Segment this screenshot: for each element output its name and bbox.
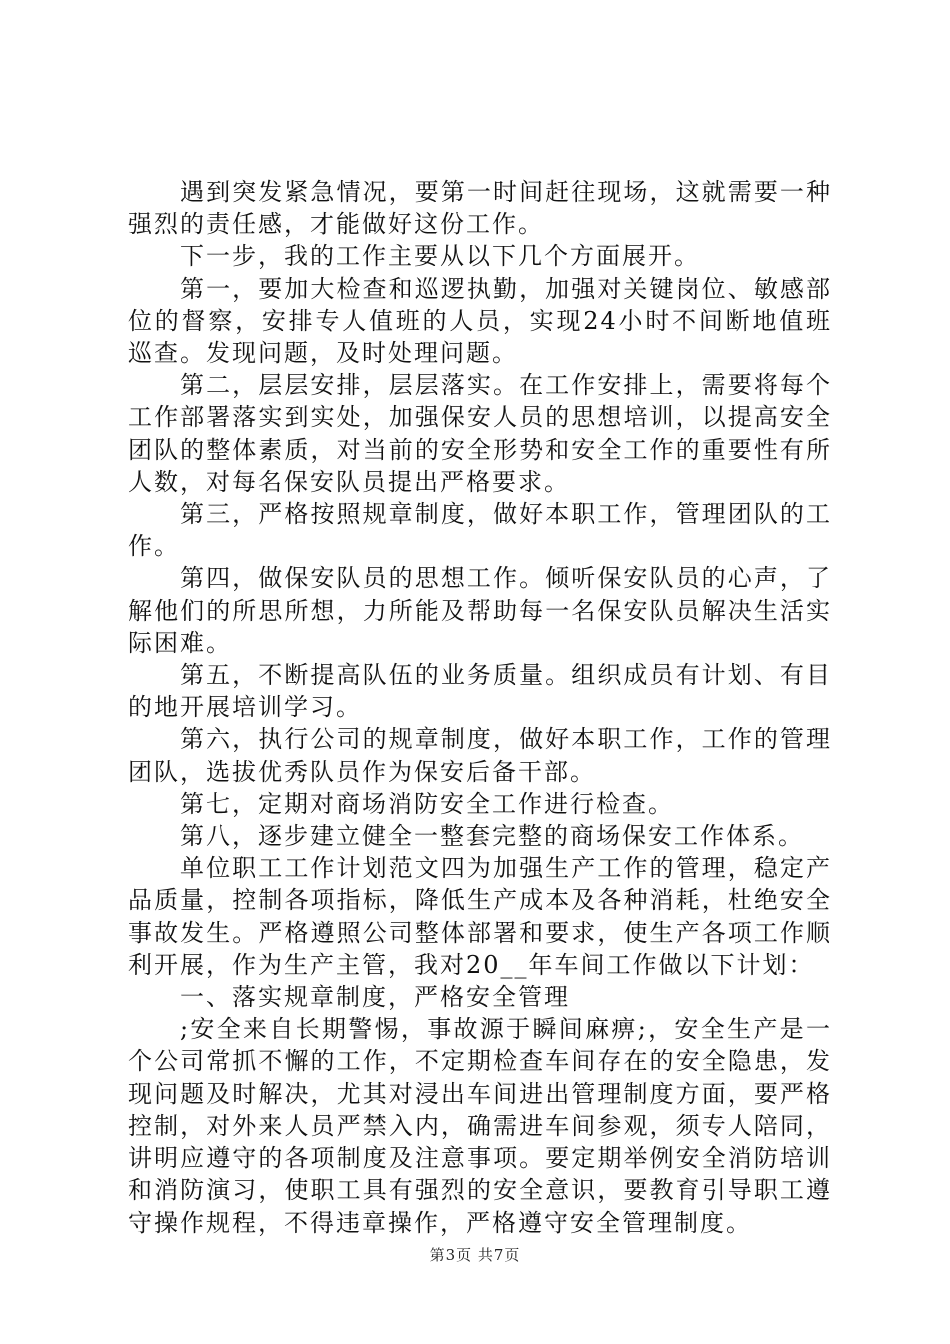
paragraph: 第五，不断提高队伍的业务质量。组织成员有计划、有目的地开展培训学习。 — [128, 661, 832, 722]
paragraph: 第六，执行公司的规章制度，做好本职工作，工作的管理团队，选拔优秀队员作为保安后备干部。 — [128, 725, 832, 786]
paragraph: 第八，逐步建立健全一整套完整的商场保安工作体系。 — [180, 822, 804, 851]
paragraph: 遇到突发紧急情况，要第一时间赶往现场，这就需要一种强烈的责任感，才能做好这份工作。 — [128, 178, 832, 239]
paragraph: 第四，做保安队员的思想工作。倾听保安队员的心声，了解他们的所思所想，力所能及帮助每一名保安队员解决生活实际困难。 — [128, 564, 832, 657]
paragraph: 第二，层层安排，层层落实。在工作安排上，需要将每个工作部署落实到实处，加强保安人员的思想培训，以提高安全团队的整体素质，对当前的安全形势和安全工作的重要性有所人数，对每名保安队员提出严格要求。 — [128, 371, 832, 496]
paragraph: 第一，要加大检查和巡逻执勤，加强对关键岗位、敏感部位的督察，安排专人值班的人员，实现24小时不间断地值班巡查。发现问题，及时处理问题。 — [128, 274, 832, 368]
paragraph: 下一步，我的工作主要从以下几个方面展开。 — [180, 242, 700, 271]
document-body — [128, 176, 832, 1239]
page-number-footer: 第3页 共7页 — [429, 1246, 521, 1264]
paragraph: 单位职工工作计划范文四为加强生产工作的管理，稳定产品质量，控制各项指标，降低生产成本及各种消耗，杜绝安全事故发生。严格遵照公司整体部署和要求，使生产各项工作顺利开展，作为生产主管，我对20__年车间工作做以下计划： — [128, 854, 832, 979]
paragraph: 第三，严格按照规章制度，做好本职工作，管理团队的工作。 — [128, 500, 832, 561]
paragraph: ;安全来自长期警惕，事故源于瞬间麻痹;，安全生产是一个公司常抓不懈的工作，不定期检查车间存在的安全隐患，发现问题及时解决，尤其对浸出车间进出管理制度方面，要严格控制，对外来人员严禁入内，确需进车间参观，须专人陪同，讲明应遵守的各项制度及注意事项。要定期举例安全消防培训和消防演习，使职工具有强烈的安全意识，要教育引导职工遵守操作规程，不得违章操作，严格遵守安全管理制度。 — [128, 1015, 832, 1237]
section-heading: 一、落实规章制度，严格安全管理 — [180, 983, 570, 1012]
paragraph: 第七，定期对商场消防安全工作进行检查。 — [180, 789, 674, 818]
